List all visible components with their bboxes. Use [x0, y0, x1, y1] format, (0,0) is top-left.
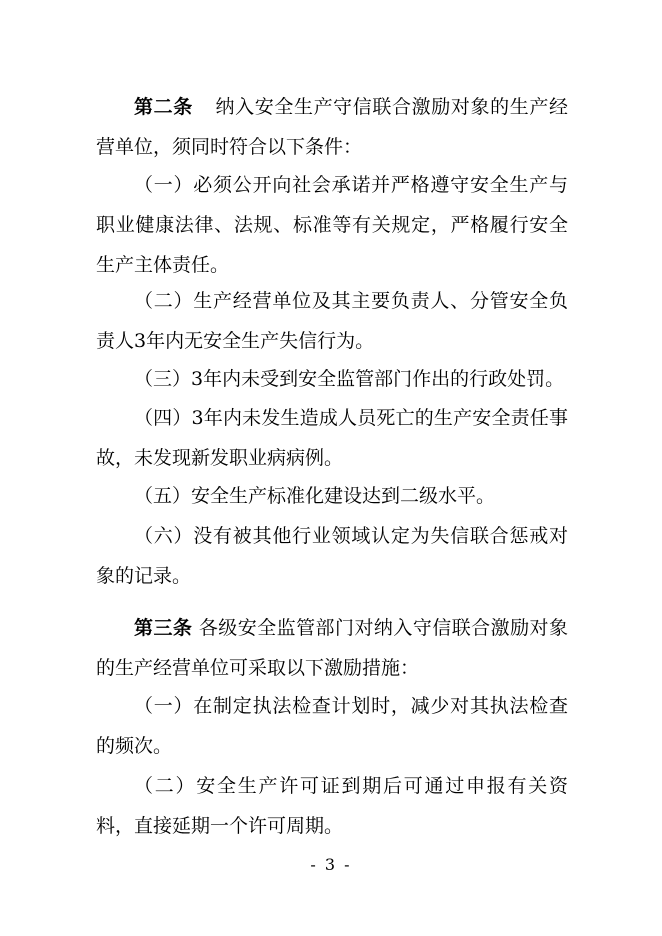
condition-1: （一）必须公开向社会承诺并严格遵守安全生产与职业健康法律、法规、标准等有关规定，严格履行安全生产主体责任。: [96, 174, 568, 276]
article-2-heading: 第二条: [134, 96, 193, 118]
measure-1: （一）在制定执法检查计划时，减少对其执法检查的频次。: [96, 695, 568, 757]
condition-3: （三）3年内未受到安全监管部门作出的行政处罚。: [134, 368, 565, 390]
page-number: - 3 -: [310, 855, 352, 874]
article-2-text: 纳入安全生产守信联合激励对象的生产经营单位，须同时符合以下条件：: [96, 96, 568, 158]
article-3-heading: 第三条: [134, 617, 193, 639]
article-2-paragraph: [96, 87, 568, 167]
article-3-text: 各级安全监管部门对纳入守信联合激励对象的生产经营单位可采取以下激励措施：: [96, 617, 568, 679]
condition-6: （六）没有被其他行业领域认定为失信联合惩戒对象的记录。: [96, 525, 568, 587]
condition-4: （四）3年内未发生造成人员死亡的生产安全责任事故，未发现新发职业病病例。: [96, 407, 568, 469]
condition-2: （二）生产经营单位及其主要负责人、分管安全负责人3年内无安全生产失信行为。: [96, 290, 568, 352]
condition-5: （五）安全生产标准化建设达到二级水平。: [134, 485, 496, 507]
measure-2: （二）安全生产许可证到期后可通过申报有关资料，直接延期一个许可周期。: [96, 775, 568, 837]
article-3-paragraph: [96, 608, 568, 688]
